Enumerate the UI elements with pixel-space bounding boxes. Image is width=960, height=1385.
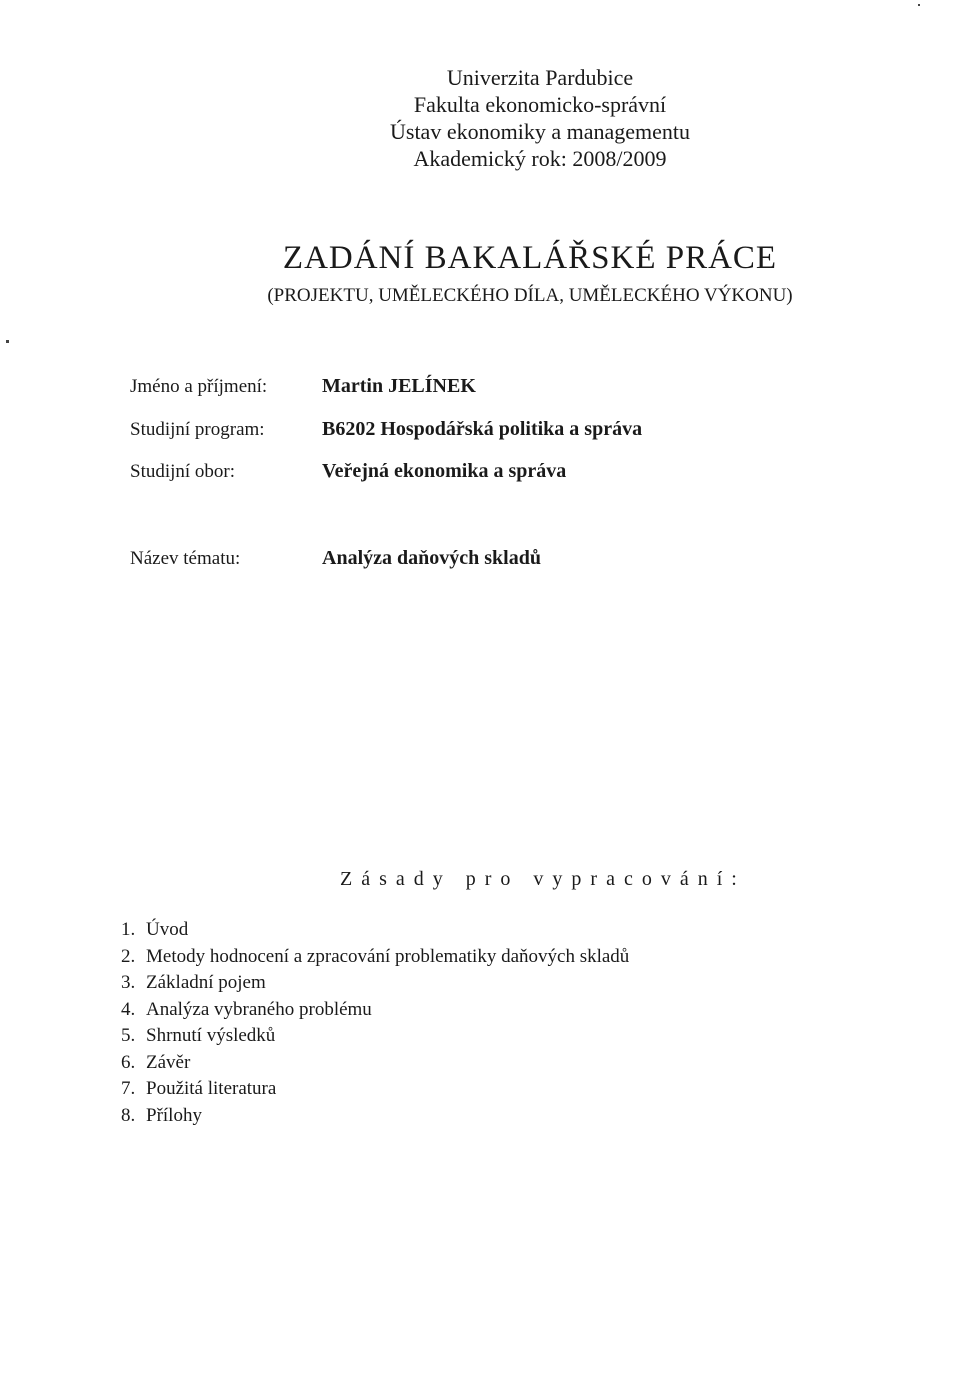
list-item-text: Základní pojem <box>146 972 266 993</box>
list-item-number: 5. <box>121 1025 136 1046</box>
list-item <box>121 997 629 1024</box>
program-value: B6202 Hospodářská politika a správa <box>322 418 643 440</box>
list-item-number: 8. <box>121 1104 136 1126</box>
institute-name: Ústav ekonomiky a managementu <box>390 119 690 144</box>
list-item-text: Přílohy <box>146 1104 202 1126</box>
document-title: ZADÁNÍ BAKALÁŘSKÉ PRÁCE <box>282 240 778 276</box>
principles-list <box>121 917 629 1129</box>
faculty-name: Fakulta ekonomicko-správní <box>413 92 667 117</box>
program-label: Studijní program: <box>130 419 265 440</box>
name-label: Jméno a příjmení: <box>130 376 268 397</box>
list-item <box>121 970 629 997</box>
list-item-number: 7. <box>121 1078 136 1099</box>
list-item <box>121 944 629 971</box>
list-item-text: Analýza vybraného problému <box>146 998 372 1020</box>
university-name: Univerzita Pardubice <box>446 65 634 90</box>
list-item-number: 6. <box>121 1051 136 1073</box>
list-item <box>121 1023 629 1050</box>
academic-year: Akademický rok: 2008/2009 <box>413 146 667 171</box>
list-item-number: 4. <box>121 998 136 1020</box>
field-value: Veřejná ekonomika a správa <box>322 460 567 482</box>
institution-header <box>0 64 960 172</box>
list-item-text: Závěr <box>146 1051 191 1073</box>
list-item <box>121 1050 629 1077</box>
list-item <box>121 1103 629 1130</box>
list-item-number: 3. <box>121 972 136 993</box>
list-item-number: 1. <box>121 919 136 940</box>
scan-speck <box>918 4 920 6</box>
list-item-text: Použitá literatura <box>146 1078 277 1099</box>
principles-heading: Zásady pro vypracování: <box>340 868 746 890</box>
list-item-text: Úvod <box>146 919 189 940</box>
list-item <box>121 1076 629 1103</box>
document-subtitle: (PROJEKTU, UMĚLECKÉHO DÍLA, UMĚLECKÉHO VÝKONU) <box>267 285 793 306</box>
field-label: Studijní obor: <box>130 461 236 482</box>
list-item-number: 2. <box>121 945 136 967</box>
topic-label: Název tématu: <box>130 548 241 569</box>
list-item <box>121 917 629 944</box>
list-item-text: Metody hodnocení a zpracování problematiky daňových skladů <box>146 945 630 967</box>
scan-speck <box>6 340 9 343</box>
topic-value: Analýza daňových skladů <box>322 547 541 569</box>
list-item-text: Shrnutí výsledků <box>146 1025 276 1046</box>
name-value: Martin JELÍNEK <box>322 375 476 397</box>
